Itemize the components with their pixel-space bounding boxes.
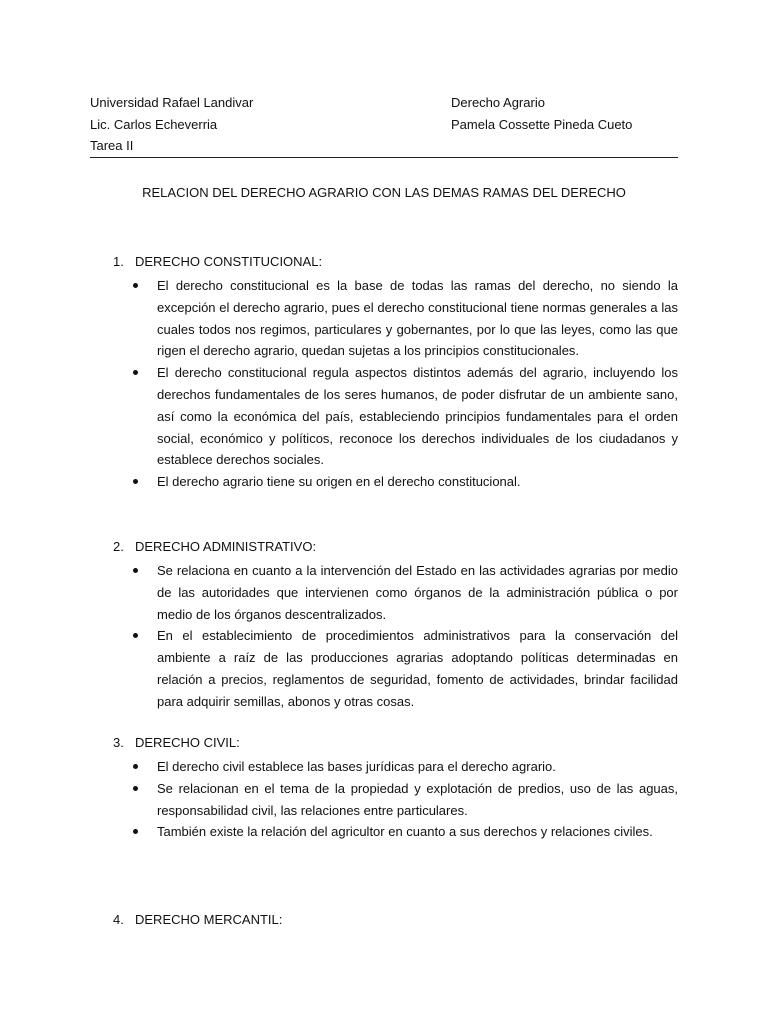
professor-name: Lic. Carlos Echeverria: [90, 116, 218, 132]
list-item-text: El derecho civil establece las bases jurídicas para el derecho agrario.: [157, 759, 556, 774]
list-item-text: El derecho constitucional regula aspectos distintos además del agrario, incluyendo los derechos fundamentales de los seres humanos, de poder disfrutar de un ambiente sano, así como la económica del país, estableciendo principios fundamentales para el orden social, económico y políticos, reconoce los derechos individuales de los ciudadanos y establece derechos sociales.: [157, 365, 678, 468]
section-number: 3.: [113, 735, 124, 750]
list-item: [90, 756, 678, 778]
header-right-column: [451, 94, 632, 137]
section-title: DERECHO CIVIL:: [135, 735, 240, 750]
section-number: 4.: [113, 912, 124, 927]
list-item: [90, 471, 678, 493]
list-item-text: Se relacionan en el tema de la propiedad y explotación de predios, uso de las aguas, responsabilidad civil, las relaciones entre particulares.: [157, 780, 678, 818]
section-derecho-administrativo: [90, 538, 678, 713]
list-item: [90, 625, 678, 712]
document-header: [90, 94, 678, 158]
list-item-text: Se relaciona en cuanto a la intervención del Estado en las actividades agrarias por medio de las autoridades que intervienen como órganos de la administración pública o por medio de los órganos descentralizados.: [157, 563, 678, 622]
list-item-text: El derecho constitucional es la base de todas las ramas del derecho, no siendo la excepción el derecho agrario, pues el derecho constitucional tiene normas generales a las cuales todos nos regimos, particulares y gobernantes, por lo que las leyes, como las que rigen el derecho agrario, quedan sujetas a los principios constitucionales.: [157, 278, 678, 359]
section-heading: [90, 911, 678, 933]
bullet-icon: [133, 764, 138, 769]
course-name: Derecho Agrario: [451, 95, 545, 110]
section-number: 1.: [113, 254, 124, 269]
section-derecho-civil: [90, 734, 678, 843]
bullet-icon: [133, 479, 138, 484]
student-name: Pamela Cossette Pineda Cueto: [451, 116, 633, 132]
document-title: RELACION DEL DERECHO AGRARIO CON LAS DEMAS RAMAS DEL DERECHO: [142, 185, 626, 200]
section-number: 2.: [113, 539, 124, 554]
bullet-icon: [133, 568, 138, 573]
section-title: DERECHO MERCANTIL:: [135, 912, 283, 927]
section-title: DERECHO ADMINISTRATIVO:: [135, 539, 317, 554]
list-item-text: El derecho agrario tiene su origen en el derecho constitucional.: [157, 474, 521, 490]
bullet-icon: [133, 283, 138, 288]
section-derecho-mercantil: [90, 911, 678, 933]
list-item-text: También existe la relación del agricultor en cuanto a sus derechos y relaciones civiles.: [157, 824, 653, 840]
list-item: [90, 821, 678, 843]
bullet-icon: [133, 633, 138, 638]
bullet-icon: [133, 786, 138, 791]
section-derecho-constitucional: [90, 253, 678, 493]
section-title: DERECHO CONSTITUCIONAL:: [135, 254, 323, 269]
list-item-text: En el establecimiento de procedimientos administrativos para la conservación del ambiente a raíz de las producciones agrarias adoptando políticas determinadas en relación a precios, reglamentos de seguridad, fomento de actividades, brindar facilidad para adquirir semillas, abonos y otras cosas.: [157, 628, 678, 709]
bullet-icon: [133, 829, 138, 834]
list-item: [90, 560, 678, 625]
assignment-name: Tarea II: [90, 138, 134, 153]
university-name: Universidad Rafael Landivar: [90, 95, 254, 110]
list-item: [90, 362, 678, 471]
header-left-column: [90, 94, 253, 159]
list-item: [90, 275, 678, 362]
section-heading: [90, 538, 678, 560]
section-heading: [90, 253, 678, 275]
list-item: [90, 778, 678, 822]
section-heading: [90, 734, 678, 756]
bullet-icon: [133, 370, 138, 375]
